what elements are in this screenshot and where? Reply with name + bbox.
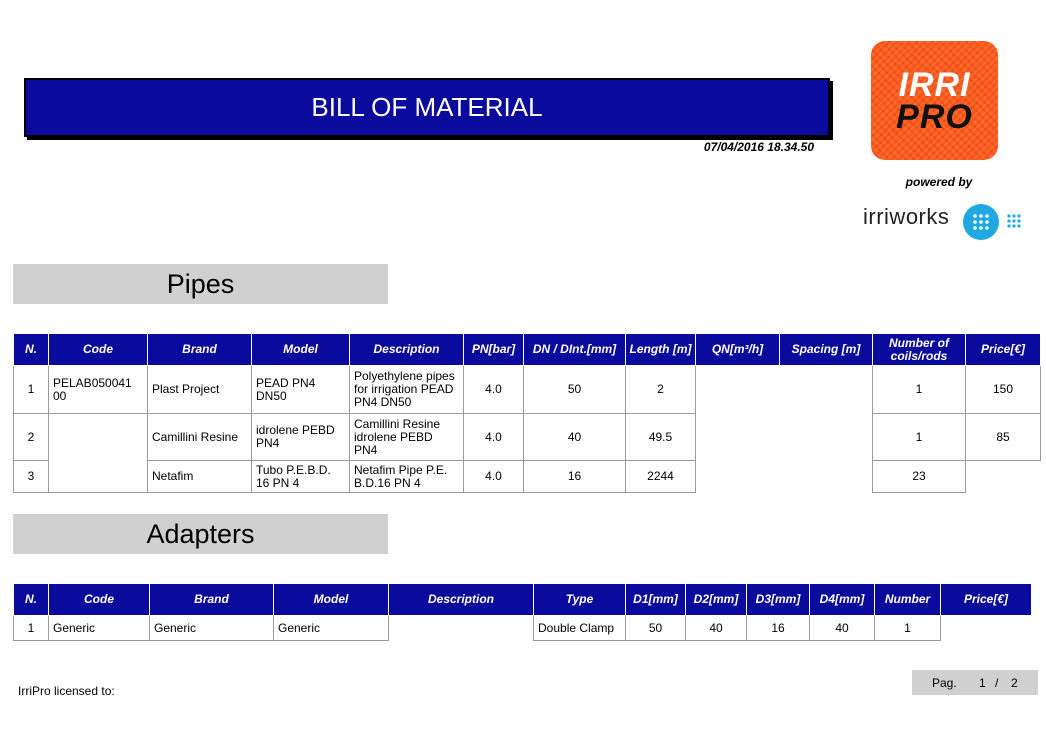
col-header-number: Number of coils/rods [873,334,966,366]
col-header-length: Length [m] [626,334,696,366]
col-header-price: Price[€] [966,334,1041,366]
cell-model: idrolene PEBD PN4 [252,414,350,461]
pipes-header-row [14,334,1041,366]
cell-description: Camillini Resine idrolene PEBD PN4 [350,414,464,461]
col-header-dn: DN / DInt.[mm] [524,334,626,366]
adapters-header-row [14,584,1032,616]
cell-brand: Netafim [148,461,252,493]
cell-brand: Plast Project [148,366,252,414]
page-label: Pag. [932,675,957,690]
col-header-d3: D3[mm] [747,584,810,616]
cell-model: Generic [274,616,389,641]
cell-n: 1 [14,366,49,414]
cell-code: PELAB050041 00 [49,366,148,414]
col-header-pn: PN[bar] [464,334,524,366]
cell-brand: Generic [150,616,274,641]
table-row [14,366,1041,414]
cell-n: 1 [14,616,49,641]
col-header-d4: D4[mm] [810,584,875,616]
cell-code [49,414,148,461]
cell-pn: 4.0 [464,414,524,461]
cell-pn: 4.0 [464,366,524,414]
col-header-n: N. [14,584,49,616]
cell-code: Generic [49,616,150,641]
cell-dn: 16 [524,461,626,493]
cell-length: 49.5 [626,414,696,461]
pipes-table [13,333,1041,493]
adapters-table [13,583,1032,641]
cell-qn [696,461,780,493]
irriworks-dots-icon [1006,213,1022,229]
cell-spacing [780,366,873,414]
report-title: BILL OF MATERIAL [311,92,543,122]
cell-price [966,461,1041,493]
col-header-brand: Brand [148,334,252,366]
col-header-n: N. [14,334,49,366]
col-header-code: Code [49,584,150,616]
cell-number: 1 [873,366,966,414]
cell-qn [696,366,780,414]
page-current: 1 [979,675,986,690]
cell-length: 2244 [626,461,696,493]
cell-length: 2 [626,366,696,414]
col-header-spacing: Spacing [m] [780,334,873,366]
table-row [14,414,1041,461]
col-header-qn: QN[m³/h] [696,334,780,366]
cell-type: Double Clamp [534,616,626,641]
col-header-brand: Brand [150,584,274,616]
section-title-pipes: Pipes [13,264,388,304]
cell-d4: 40 [810,616,875,641]
cell-brand: Camillini Resine [148,414,252,461]
cell-model: Tubo P.E.B.D. 16 PN 4 [252,461,350,493]
cell-pn: 4.0 [464,461,524,493]
col-header-number: Number [875,584,941,616]
logo-text-pro: PRO [896,97,973,136]
license-label: IrriPro licensed to: [18,684,115,698]
logo-text-irri: IRRI [898,65,971,104]
cell-model: PEAD PN4 DN50 [252,366,350,414]
cell-code [49,461,148,493]
cell-description [389,616,534,641]
cell-description: Netafim Pipe P.E. B.D.16 PN 4 [350,461,464,493]
cell-n: 2 [14,414,49,461]
powered-by-label: powered by [905,175,973,189]
page-separator: / [995,675,999,690]
irripro-logo [871,41,998,160]
cell-price [941,616,1032,641]
table-row [14,461,1041,493]
col-header-description: Description [350,334,464,366]
col-header-price: Price[€] [941,584,1032,616]
cell-n: 3 [14,461,49,493]
table-row [14,616,1032,641]
cell-d1: 50 [626,616,686,641]
col-header-d1: D1[mm] [626,584,686,616]
col-header-model: Model [274,584,389,616]
cell-d3: 16 [747,616,810,641]
report-title-bar [24,78,830,137]
irriworks-logo-text: irriworks [863,204,950,229]
cell-d2: 40 [686,616,747,641]
cell-description: Polyethylene pipes for irrigation PEAD PN4 DN50 [350,366,464,414]
cell-price: 150 [966,366,1041,414]
irriworks-logo-icon [963,204,999,240]
page-indicator [912,670,1038,695]
cell-spacing [780,414,873,461]
cell-number: 1 [875,616,941,641]
col-header-model: Model [252,334,350,366]
cell-number: 1 [873,414,966,461]
cell-dn: 40 [524,414,626,461]
cell-price: 85 [966,414,1041,461]
col-header-description: Description [389,584,534,616]
page-total: 2 [1011,675,1018,690]
cell-number: 23 [873,461,966,493]
cell-qn [696,414,780,461]
col-header-type: Type [534,584,626,616]
cell-spacing [780,461,873,493]
section-title-adapters: Adapters [13,514,388,554]
cell-dn: 50 [524,366,626,414]
col-header-d2: D2[mm] [686,584,747,616]
report-timestamp: 07/04/2016 18.34.50 [703,140,814,154]
col-header-code: Code [49,334,148,366]
